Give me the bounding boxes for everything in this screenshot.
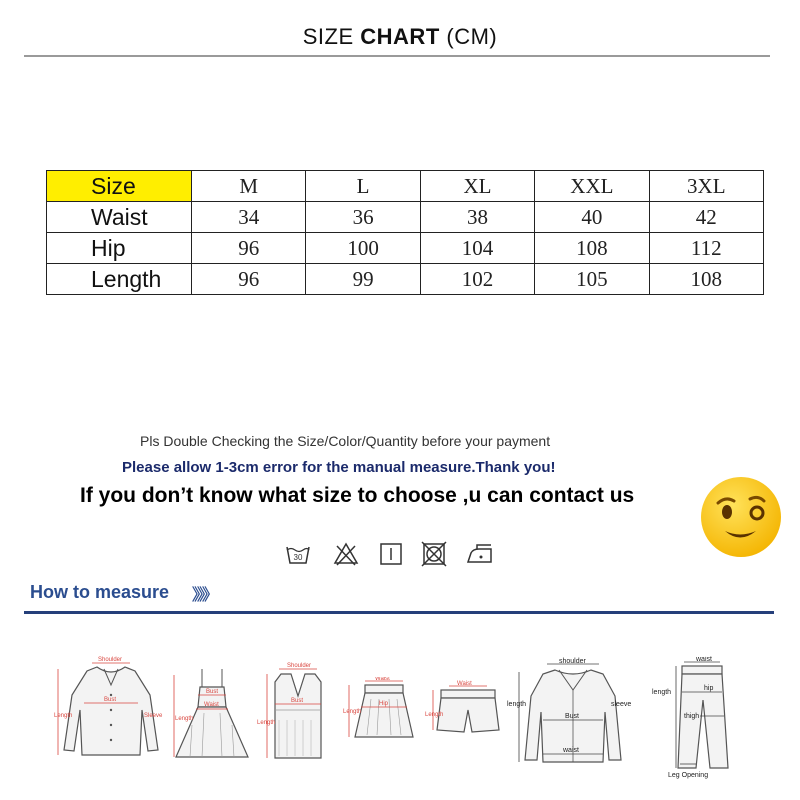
table-cell: 102 (420, 264, 534, 295)
shirt-length-label: Length (54, 713, 73, 719)
dress-bust-label: Bust (206, 689, 219, 695)
table-row (47, 202, 764, 233)
care-icons (285, 541, 500, 567)
wash-temp-label: 30 (293, 553, 303, 562)
skirt-waist-label: Waist (375, 677, 390, 682)
coat-sleeve-label: sleeve (611, 701, 632, 708)
no-bleach-icon (333, 541, 359, 567)
shorts-length-label: Length (425, 712, 444, 718)
size-cell: L (306, 171, 420, 202)
size-cell: XL (420, 171, 534, 202)
pants-diagram (650, 656, 740, 781)
skirt-hip-label: Hip (379, 701, 389, 707)
dress-diagram (172, 665, 252, 765)
coat-diagram (505, 656, 640, 774)
size-cell: XXL (535, 171, 649, 202)
dress-waist-label: Waist (204, 702, 219, 708)
table-cell: 96 (192, 233, 306, 264)
no-tumble-dry-icon (421, 541, 447, 567)
shirt-shoulder-label: Shoulder (98, 657, 123, 663)
winking-face-icon (700, 476, 782, 558)
table-cell: 40 (535, 202, 649, 233)
table-cell: 99 (306, 264, 420, 295)
note-contact-us: If you don’t know what size to choose ,u can contact us (80, 484, 635, 507)
row-label-waist: Waist (47, 202, 192, 233)
coat-bust-label: Bust (565, 713, 580, 720)
pants-length-label: length (652, 689, 672, 696)
size-cell: 3XL (649, 171, 763, 202)
coat-waist-label: waist (563, 747, 579, 754)
title-size: SIZE (302, 24, 354, 49)
table-cell: 96 (192, 264, 306, 295)
shirt-bust-label: Bust (104, 697, 117, 703)
shirt-diagram (52, 655, 167, 765)
shorts-diagram (425, 680, 505, 740)
size-cell: M (192, 171, 306, 202)
note-measure-error: Please allow 1-3cm error for the manual measure.Thank you! (122, 459, 556, 476)
tumble-dry-icon (378, 541, 404, 567)
table-cell: 108 (649, 264, 763, 295)
page-title (0, 24, 800, 50)
coat-shoulder-label: shoulder (559, 658, 586, 665)
pants-hip-label: hip (704, 685, 714, 692)
size-chart-table (46, 170, 764, 295)
title-divider (24, 55, 770, 57)
title-unit: (CM) (446, 24, 498, 49)
table-header-row (47, 171, 764, 202)
table-cell: 36 (306, 202, 420, 233)
dress-length-label: Length (175, 716, 194, 722)
vest-bust-label: Bust (291, 698, 304, 704)
table-cell: 100 (306, 233, 420, 264)
vest-length-label: Length (257, 720, 276, 726)
pants-leg-opening-label: Leg Opening (668, 772, 709, 779)
wash-30-icon (285, 541, 311, 567)
table-cell: 112 (649, 233, 763, 264)
table-cell: 104 (420, 233, 534, 264)
row-label-length: Length (47, 264, 192, 295)
note-double-check: Pls Double Checking the Size/Color/Quantity before your payment (140, 433, 551, 449)
title-chart: CHART (360, 24, 440, 49)
table-cell: 105 (535, 264, 649, 295)
how-to-measure-heading: How to measure (30, 582, 170, 602)
iron-icon (465, 541, 491, 567)
shorts-waist-label: Waist (457, 681, 472, 687)
skirt-diagram (343, 677, 423, 747)
skirt-length-label: Length (343, 709, 362, 715)
table-cell: 42 (649, 202, 763, 233)
table-cell: 38 (420, 202, 534, 233)
chevrons-right-icon: 》》》 (192, 587, 216, 604)
row-label-hip: Hip (47, 233, 192, 264)
size-header-cell: Size (47, 171, 192, 202)
vest-diagram (257, 660, 337, 765)
vest-shoulder-label: Shoulder (287, 663, 312, 669)
coat-length-label: length (507, 701, 527, 708)
section-divider (24, 611, 774, 614)
table-cell: 34 (192, 202, 306, 233)
table-row (47, 233, 764, 264)
pants-thigh-label: thigh (684, 713, 700, 720)
table-row (47, 264, 764, 295)
shirt-sleeve-label: Sleeve (144, 713, 163, 719)
pants-waist-label: waist (696, 656, 712, 663)
table-cell: 108 (535, 233, 649, 264)
